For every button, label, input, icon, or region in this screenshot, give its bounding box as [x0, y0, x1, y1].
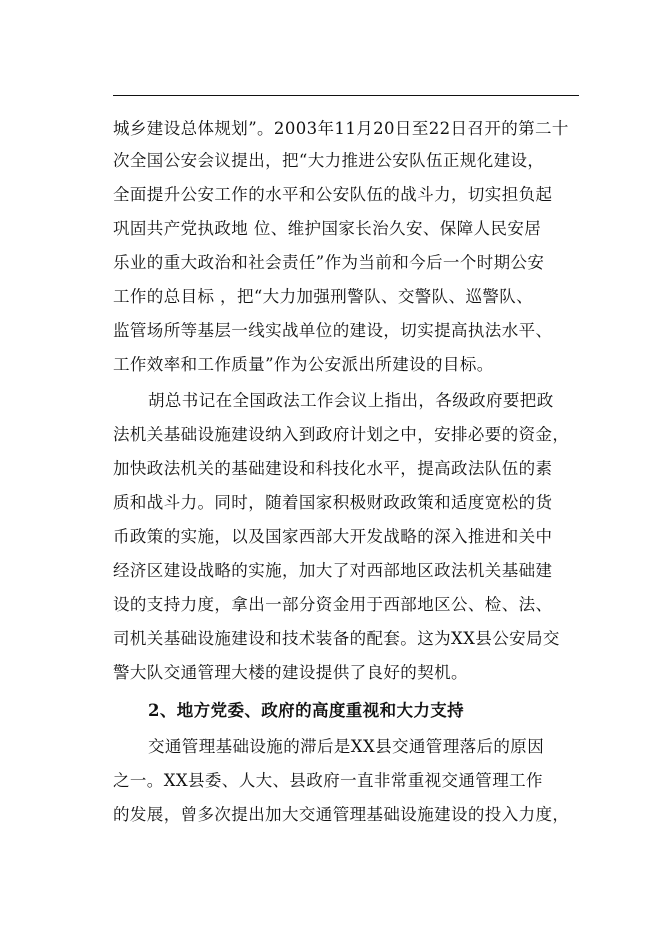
text-line: 次全国公安会议提出，把“大力推进公安队伍正规化建设， [113, 151, 545, 170]
text-line: 工作的总目标 ，把“大力加强刑警队、交警队、巡警队、 [113, 287, 534, 306]
section-heading: 2、地方党委、政府的高度重视和大力支持 [148, 701, 465, 720]
text-line: 的发展，曾多次提出加大交通管理基础设施建设的投入力度， [113, 805, 570, 824]
text-line: 巩固共产党执政地 位、维护国家长治久安、保障人民安居 [113, 219, 542, 238]
text-line: 加快政法机关的基础建设和科技化水平，提高政法队伍的素 [113, 459, 553, 478]
text-line: 工作效率和工作质量”作为公安派出所建设的目标。 [113, 355, 494, 374]
text-line: 监管场所等基层一线实战单位的建设，切实提高执法水平、 [113, 321, 553, 340]
text-line: 交通管理基础设施的滞后是XX县交通管理落后的原因 [148, 737, 545, 756]
text-line: 之一。XX县委、人大、县政府一直非常重视交通管理工作 [113, 771, 543, 790]
text-line: 警大队交通管理大楼的建设提供了良好的契机。 [113, 663, 468, 682]
text-line: 城乡建设总体规划”。2003年11月20日至22日召开的第二十 [113, 119, 569, 138]
text-line: 胡总书记在全国政法工作会议上指出，各级政府要把政 [148, 391, 554, 410]
text-line: 设的支持力度，拿出一部分资金用于西部地区公、检、法、 [113, 595, 553, 614]
header-rule [113, 95, 579, 96]
text-line: 司机关基础设施建设和技术装备的配套。这为XX县公安局交 [113, 629, 560, 648]
text-line: 质和战斗力。同时，随着国家积极财政政策和适度宽松的货 [113, 493, 553, 512]
text-line: 法机关基础设施建设纳入到政府计划之中，安排必要的资金， [113, 425, 570, 444]
text-line: 全面提升公安工作的水平和公安队伍的战斗力，切实担负起 [113, 185, 553, 204]
text-line: 乐业的重大政治和社会责任”作为当前和今后一个时期公安 [113, 253, 545, 272]
text-line: 币政策的实施，以及国家西部大开发战略的深入推进和关中 [113, 527, 553, 546]
text-line: 经济区建设战略的实施，加大了对西部地区政法机关基础建 [113, 561, 553, 580]
